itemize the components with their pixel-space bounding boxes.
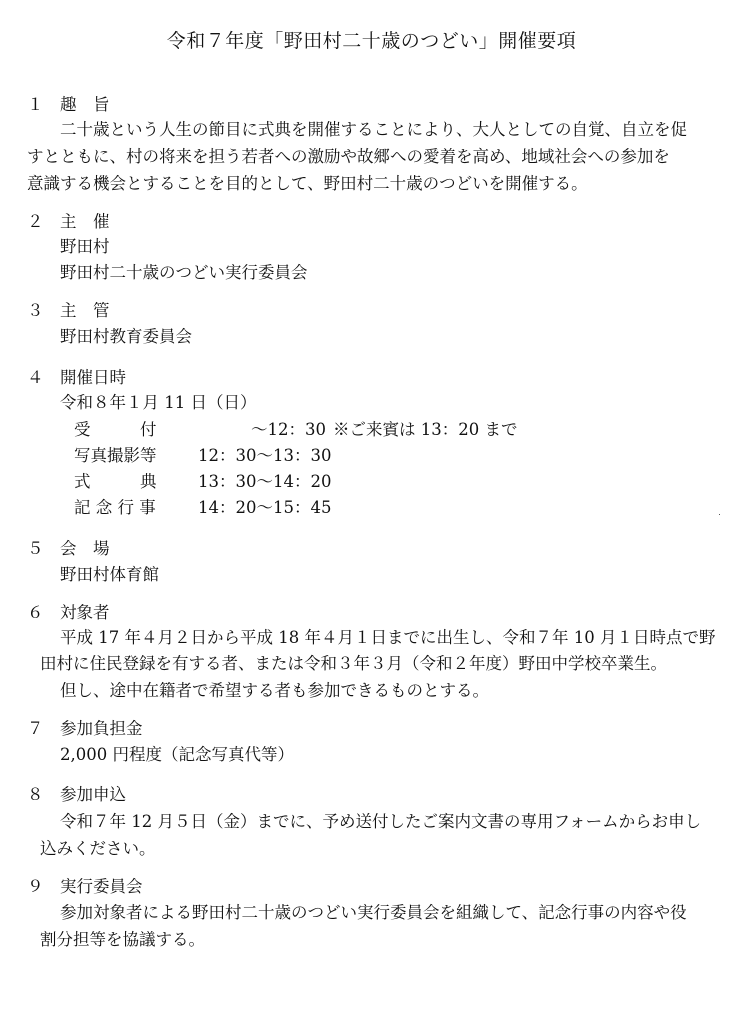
section-6-line-3: 但し、途中在籍者で希望する者も参加できるものとする。 xyxy=(60,681,489,700)
section-1-line-3: 意識する機会とすることを目的として、野田村二十歳のつどいを開催する。 xyxy=(27,174,588,193)
section-5-line-1: 野田村体育館 xyxy=(60,565,159,584)
section-1-line-2: すとともに、村の将来を担う若者への激励や故郷への愛着を高め、地域社会への参加を xyxy=(27,147,670,166)
section-number: ８ xyxy=(27,785,44,804)
section-number: ５ xyxy=(27,539,44,558)
section-heading: 会 場 xyxy=(60,539,110,558)
section-6-line-2: 田村に住民登録を有する者、または令和３年３月（令和２年度）野田中学校卒業生。 xyxy=(40,654,667,673)
section-heading: 参加申込 xyxy=(60,785,126,804)
section-8-line-1: 令和７年 12 月５日（金）までに、予め送付したご案内文書の専用フォームからお申し xyxy=(60,812,702,831)
section-heading: 開催日時 xyxy=(60,368,126,387)
section-heading: 対象者 xyxy=(60,603,110,622)
section-number: １ xyxy=(27,95,44,114)
section-8-line-2: 込みください。 xyxy=(40,839,156,858)
section-heading: 趣 旨 xyxy=(60,95,110,114)
section-2-line-1: 野田村 xyxy=(60,237,110,256)
section-heading: 主 催 xyxy=(60,212,110,231)
schedule-time: ～12：30 xyxy=(251,420,326,439)
section-2-line-2: 野田村二十歳のつどい実行委員会 xyxy=(60,263,308,282)
section-number: ６ xyxy=(27,603,44,622)
document-title: 令和７年度「野田村二十歳のつどい」開催要項 xyxy=(166,30,577,52)
schedule-label: 受 付 xyxy=(74,420,157,439)
section-9-line-1: 参加対象者による野田村二十歳のつどい実行委員会を組織して、記念行事の内容や役 xyxy=(60,903,687,922)
schedule-label: 写真撮影等 xyxy=(74,446,157,465)
schedule-time: 14：20～15：45 xyxy=(198,498,332,517)
section-heading: 実行委員会 xyxy=(60,877,143,896)
section-number: ３ xyxy=(27,301,44,320)
section-7-line-1: 2,000 円程度（記念写真代等） xyxy=(60,745,294,764)
section-heading: 参加負担金 xyxy=(60,719,143,738)
schedule-label: 式 典 xyxy=(74,472,157,491)
section-6-line-1: 平成 17 年４月２日から平成 18 年４月１日までに出生し、令和７年 10 月１日時点で野 xyxy=(60,628,716,647)
schedule-time: 13：30～14：20 xyxy=(198,472,332,491)
section-number: ７ xyxy=(27,719,44,738)
schedule-note: ※ご来賓は 13：20 まで xyxy=(333,420,518,439)
schedule-label: 記 念 行 事 xyxy=(74,498,156,517)
schedule-time: 12：30～13：30 xyxy=(198,446,332,465)
section-1-line-1: 二十歳という人生の節目に式典を開催することにより、大人としての自覚、自立を促 xyxy=(60,120,687,139)
scan-speck xyxy=(719,514,720,515)
section-9-line-2: 割分担等を協議する。 xyxy=(40,930,205,949)
section-number: ９ xyxy=(27,877,44,896)
section-number: ４ xyxy=(27,368,44,387)
section-number: ２ xyxy=(27,212,44,231)
section-3-line-1: 野田村教育委員会 xyxy=(60,327,192,346)
event-date: 令和８年１月 11 日（日） xyxy=(60,393,257,412)
section-heading: 主 管 xyxy=(60,301,110,320)
